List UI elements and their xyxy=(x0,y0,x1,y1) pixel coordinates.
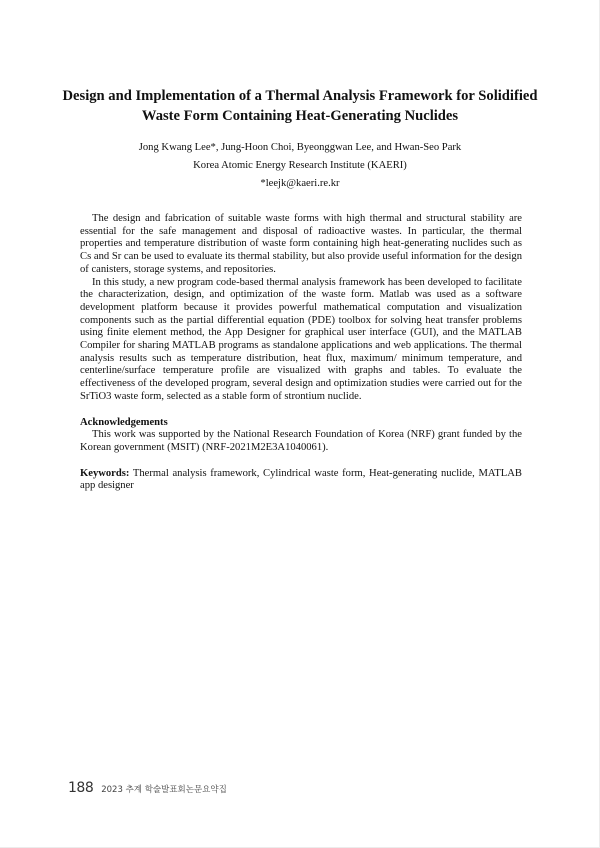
abstract-body xyxy=(80,213,522,493)
contact-email: *leejk@kaeri.re.kr xyxy=(260,178,340,189)
page-footer xyxy=(68,780,227,796)
keywords-text: Thermal analysis framework, Cylindrical waste form, Heat-generating nuclide, MATLAB app designer xyxy=(80,467,522,492)
keywords-section xyxy=(80,468,522,493)
page-number: 188 xyxy=(68,780,94,796)
abstract-paragraph-1: The design and fabrication of suitable waste forms with high thermal and structural stability are essential for the safe management and disposal of radioactive wastes. In particular, the thermal properties and temperature distribution of waste form containing high heat-generating nuclides such as Cs and Sr can be used to evaluate its thermal stability, but also provide useful information for the design of canisters, storage systems, and repositories. xyxy=(80,213,522,275)
abstract-paragraph-2: In this study, a new program code-based thermal analysis framework has been developed to facilitate the characterization, design, and optimization of the waste form. Matlab was used as a software development platform because it provides powerful mathematical computation and visualization components such as the partial differential equation (PDE) toolbox for solving heat transfer problems using finite element method, the App Designer for graphical user interface (GUI), and the MATLAB Compiler for sharing MATLAB programs as standalone applications and web applications. The thermal analysis results such as temperature distribution, heat flux, maximum/ minimum temperature, and centerline/surface temperature profile are visualized with graphs and tables. To evaluate the effectiveness of the developed program, several design and optimization studies were carried out for the SrTiO3 waste form, selected as a stable form of strontium nuclide. xyxy=(80,276,522,402)
title-line-1: Design and Implementation of a Thermal Analysis Framework for Solidified xyxy=(62,88,538,104)
paper-title xyxy=(60,86,540,126)
affiliation: Korea Atomic Energy Research Institute (KAERI) xyxy=(193,160,407,171)
acknowledgements-heading: Acknowledgements xyxy=(80,416,168,428)
author-list: Jong Kwang Lee*, Jung-Hoon Choi, Byeonggwan Lee, and Hwan-Seo Park xyxy=(138,142,462,153)
acknowledgements-text: This work was supported by the National Research Foundation of Korea (NRF) grant funded by the Korean government (MSIT) (NRF-2021M2E3A1040061). xyxy=(80,429,522,453)
journal-name: 2023 추계 학술발표회논문요약집 xyxy=(101,785,227,795)
keywords-label: Keywords: xyxy=(80,467,130,479)
title-line-2: Waste Form Containing Heat-Generating Nuclides xyxy=(141,108,459,124)
